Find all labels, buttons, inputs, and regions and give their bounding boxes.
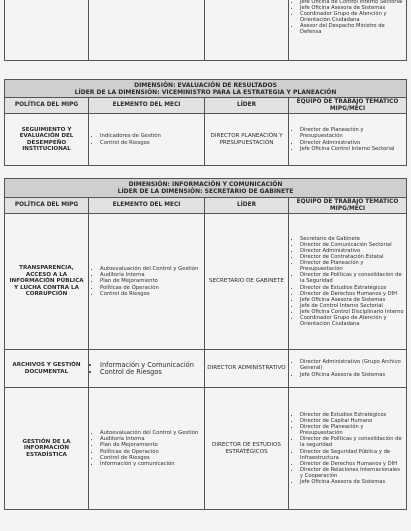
lider-cell: SECRETARIO DE GABINETE — [205, 214, 289, 350]
equipo-item: • Jefe Oficina Control Interno Sectorial — [300, 146, 404, 152]
equipo-item: • Director de Derechos Humanos y DIH — [300, 461, 404, 467]
equipo-item: • Asesor del Despacho Ministro de Defensa — [300, 23, 404, 35]
equipo-item: • Director de Derechos Humanos y DIH — [300, 291, 404, 297]
meci-cell — [89, 214, 205, 350]
meci-item: • Información y comunicación — [100, 461, 202, 467]
equipo-item: • Director de Planeación y Presupuestación — [300, 260, 404, 272]
column-header-lider: LÍDER — [205, 98, 289, 114]
meci-item: • Auditoría Interna — [100, 436, 202, 442]
lider-cell: DIRECTOR ADMINISTRATIVO — [205, 350, 289, 388]
meci-item: • Indicadores de Gestión — [100, 133, 202, 139]
meci-item: • Políticas de Operación — [100, 449, 202, 455]
meci-list — [91, 133, 202, 145]
dimension-header — [5, 179, 407, 198]
equipo-item: • Director de Estudios Estratégicos — [300, 285, 404, 291]
equipo-item: • Coordinador Grupo de Atención y Orientación Ciudadana — [300, 11, 404, 23]
politica-cell: SEGUIMIENTO Y EVALUACIÓN DEL DESEMPEÑO INSTITUCIONAL — [5, 114, 89, 166]
equipo-item: • Director de Contratación Estatal — [300, 254, 404, 260]
column-header-politica: POLÍTICA DEL MIPG — [5, 198, 89, 214]
equipo-item: • Jefe Oficina Asesora de Sistemas — [300, 372, 404, 378]
dimension-header — [5, 80, 407, 98]
equipo-list — [291, 359, 404, 377]
equipo-item: • Director Administrativo (Grupo Archivo General) — [300, 359, 404, 371]
equipo-cell — [289, 214, 407, 350]
meci-cell — [89, 388, 205, 510]
equipo-item: • Director de Planeación y Presupuestación — [300, 127, 404, 139]
column-header-equipo: EQUIPO DE TRABAJO TEMÁTICO MIPG/MECI — [289, 198, 407, 214]
meci-item: • Políticas de Operación — [100, 285, 202, 291]
equipo-item: • Director de Seguridad Pública y de Infraestructura — [300, 449, 404, 461]
informacion-comunicacion-table — [4, 178, 407, 510]
fragment-lider-cell — [205, 0, 289, 61]
equipo-item: • Jefe Oficina Control Disciplinario Interno — [300, 309, 404, 315]
meci-item: • Control de Riesgos — [100, 291, 202, 297]
previous-table-fragment — [4, 0, 407, 61]
politica-cell: ARCHIVOS Y GESTIÓN DOCUMENTAL — [5, 350, 89, 388]
equipo-item: • Secretario de Gabinete — [300, 236, 404, 242]
meci-item: • Plan de Mejoramiento — [100, 442, 202, 448]
politica-cell: TRANSPARENCIA, ACCESO A LA INFORMACIÓN PÚBLICA Y LUCHA CONTRA LA CORRUPCIÓN — [5, 214, 89, 350]
equipo-item: • Jefe Oficina de Control Interno Sectorial — [300, 0, 404, 5]
dimension-title: DIMENSIÓN: EVALUACIÓN DE RESULTADOS — [134, 81, 277, 89]
equipo-item: • Director de Políticas y consolidación de la Seguridad — [300, 272, 404, 284]
column-header-equipo: EQUIPO DE TRABAJO TEMÁTICO MIPG/MECI — [289, 98, 407, 114]
fragment-politica-cell — [5, 0, 89, 61]
dimension-leader: LÍDER DE LA DIMENSIÓN: VICEMINISTRO PARA LA ESTRATEGIA Y PLANEACIÓN — [74, 88, 337, 96]
equipo-item: • Director Administrativo — [300, 248, 404, 254]
meci-list — [91, 430, 202, 467]
equipo-item: • Director de Estudios Estratégicos — [300, 412, 404, 418]
meci-list — [91, 266, 202, 297]
fragment-equipo-list — [291, 0, 404, 36]
equipo-item: • Director de Comunicación Sectorial — [300, 242, 404, 248]
equipo-item: • Jefe Oficina Asesora de Sistemas — [300, 297, 404, 303]
meci-item: • Auditoría Interna — [100, 272, 202, 278]
dimension-title: DIMENSIÓN: INFORMACIÓN Y COMUNICACIÓN — [128, 181, 283, 188]
equipo-item: • Director de Políticas y consolidación de la seguridad — [300, 436, 404, 448]
equipo-cell — [289, 350, 407, 388]
meci-cell — [89, 350, 205, 388]
equipo-item: • Coordinador Grupo de Atención y Orientación Ciudadana — [300, 315, 404, 327]
equipo-item: • Jefe de Control Interno Sectorial — [300, 303, 404, 309]
equipo-list — [291, 412, 404, 485]
column-header-elemento: ELEMENTO DEL MECI — [89, 98, 205, 114]
equipo-item: • Jefe Oficina Asesora de Sistemas — [300, 5, 404, 11]
column-header-elemento: ELEMENTO DEL MECI — [89, 198, 205, 214]
politica-cell: GESTIÓN DE LA INFORMACIÓN ESTADÍSTICA — [5, 388, 89, 510]
equipo-item: • Director de Capital Humano — [300, 418, 404, 424]
equipo-list — [291, 127, 404, 151]
equipo-cell — [289, 114, 407, 166]
meci-cell — [89, 114, 205, 166]
column-header-lider: LÍDER — [205, 198, 289, 214]
lider-cell: DIRECTOR DE ESTUDIOS ESTRATÉGICOS — [205, 388, 289, 510]
meci-item: • Información y Comunicación — [100, 362, 202, 369]
equipo-item: • Director de Planeación y Presupuestación — [300, 424, 404, 436]
equipo-list — [291, 236, 404, 327]
meci-item: • Control de Riesgos — [100, 369, 202, 376]
meci-list — [91, 362, 202, 375]
equipo-cell — [289, 388, 407, 510]
meci-item: • Plan de Mejoramiento — [100, 278, 202, 284]
meci-item: • Autoevaluación del Control y Gestión — [100, 266, 202, 272]
equipo-item: • Director de Relaciones Internacionales y Cooperación — [300, 467, 404, 479]
evaluacion-resultados-table — [4, 79, 407, 166]
meci-item: • Control de Riesgos — [100, 140, 202, 146]
column-header-politica: POLÍTICA DEL MIPG — [5, 98, 89, 114]
fragment-meci-cell — [89, 0, 205, 61]
lider-cell: DIRECTOR PLANEACIÓN Y PRESUPUESTACIÓN — [205, 114, 289, 166]
meci-item: • Control de Riesgos — [100, 455, 202, 461]
dimension-leader: LÍDER DE LA DIMENSIÓN: SECRETARIO DE GABINETE — [117, 188, 294, 195]
meci-item: • Autoevaluación del Control y Gestión — [100, 430, 202, 436]
fragment-equipo-cell — [289, 0, 407, 61]
equipo-item: • Jefe Oficina Asesora de Sistemas — [300, 479, 404, 485]
equipo-item: • Director Administrativo — [300, 140, 404, 146]
